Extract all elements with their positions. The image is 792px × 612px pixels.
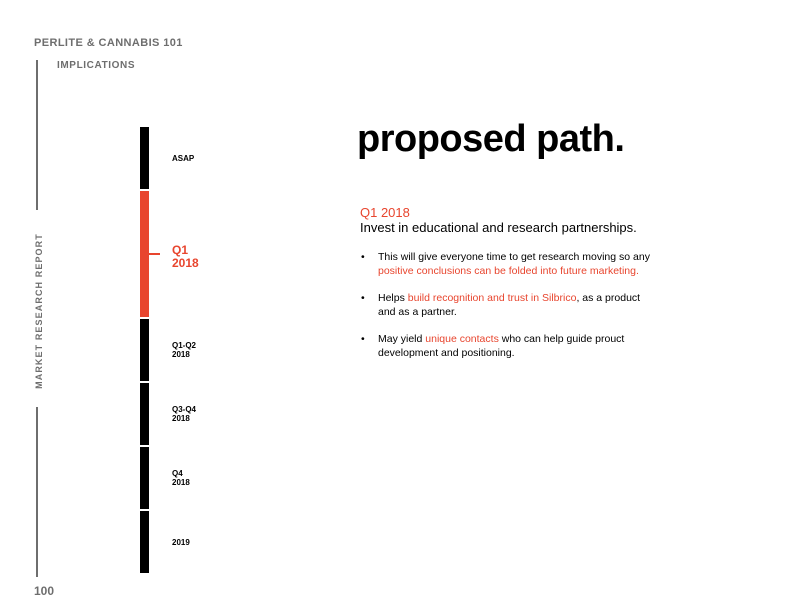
timeline-segment: [140, 383, 149, 445]
timeline-segment: [140, 511, 149, 573]
bullet-highlight: build recognition and trust in Silbrico: [407, 292, 577, 304]
bullet-highlight: positive conclusions can be folded into future marketing.: [378, 265, 639, 277]
bullet-list: [360, 250, 660, 373]
timeline-label: Q4 2018: [172, 469, 190, 487]
timeline-segment: [140, 447, 149, 509]
bullet-item: [360, 250, 660, 278]
page-title: proposed path.: [357, 118, 625, 160]
timeline-label: Q1-Q2 2018: [172, 341, 197, 359]
timeline-label: Q1 2018: [172, 243, 199, 270]
side-label: MARKET RESEARCH REPORT: [34, 233, 44, 389]
timeline-segment: [140, 319, 149, 381]
section-subheading: Invest in educational and research partnerships.: [360, 220, 637, 235]
header-title: PERLITE & CANNABIS 101: [34, 37, 183, 49]
bullet-text-end: , as a product and as a partner.: [378, 292, 641, 318]
header-subtitle: IMPLICATIONS: [57, 60, 136, 71]
page-number: 100: [34, 584, 55, 598]
bullet-text: This will give everyone time to get research moving so any: [378, 251, 650, 263]
section-heading: Q1 2018: [360, 205, 410, 220]
bullet-item: [360, 332, 660, 360]
timeline-segment: [140, 127, 149, 189]
timeline-active-tick: [149, 253, 160, 255]
bullet-item: [360, 291, 660, 319]
timeline-label: ASAP: [172, 154, 195, 163]
bullet-text-end: who can help guide prouct development and positioning.: [378, 333, 625, 359]
bullet-text: Helps: [378, 292, 408, 304]
timeline-label: 2019: [172, 538, 190, 547]
side-rule-top: [36, 60, 38, 210]
side-rule-bottom: [36, 407, 38, 577]
bullet-text: May yield: [378, 333, 426, 345]
timeline-label: Q3-Q4 2018: [172, 405, 197, 423]
timeline-segment: [140, 191, 149, 317]
bullet-highlight: unique contacts: [425, 333, 499, 345]
